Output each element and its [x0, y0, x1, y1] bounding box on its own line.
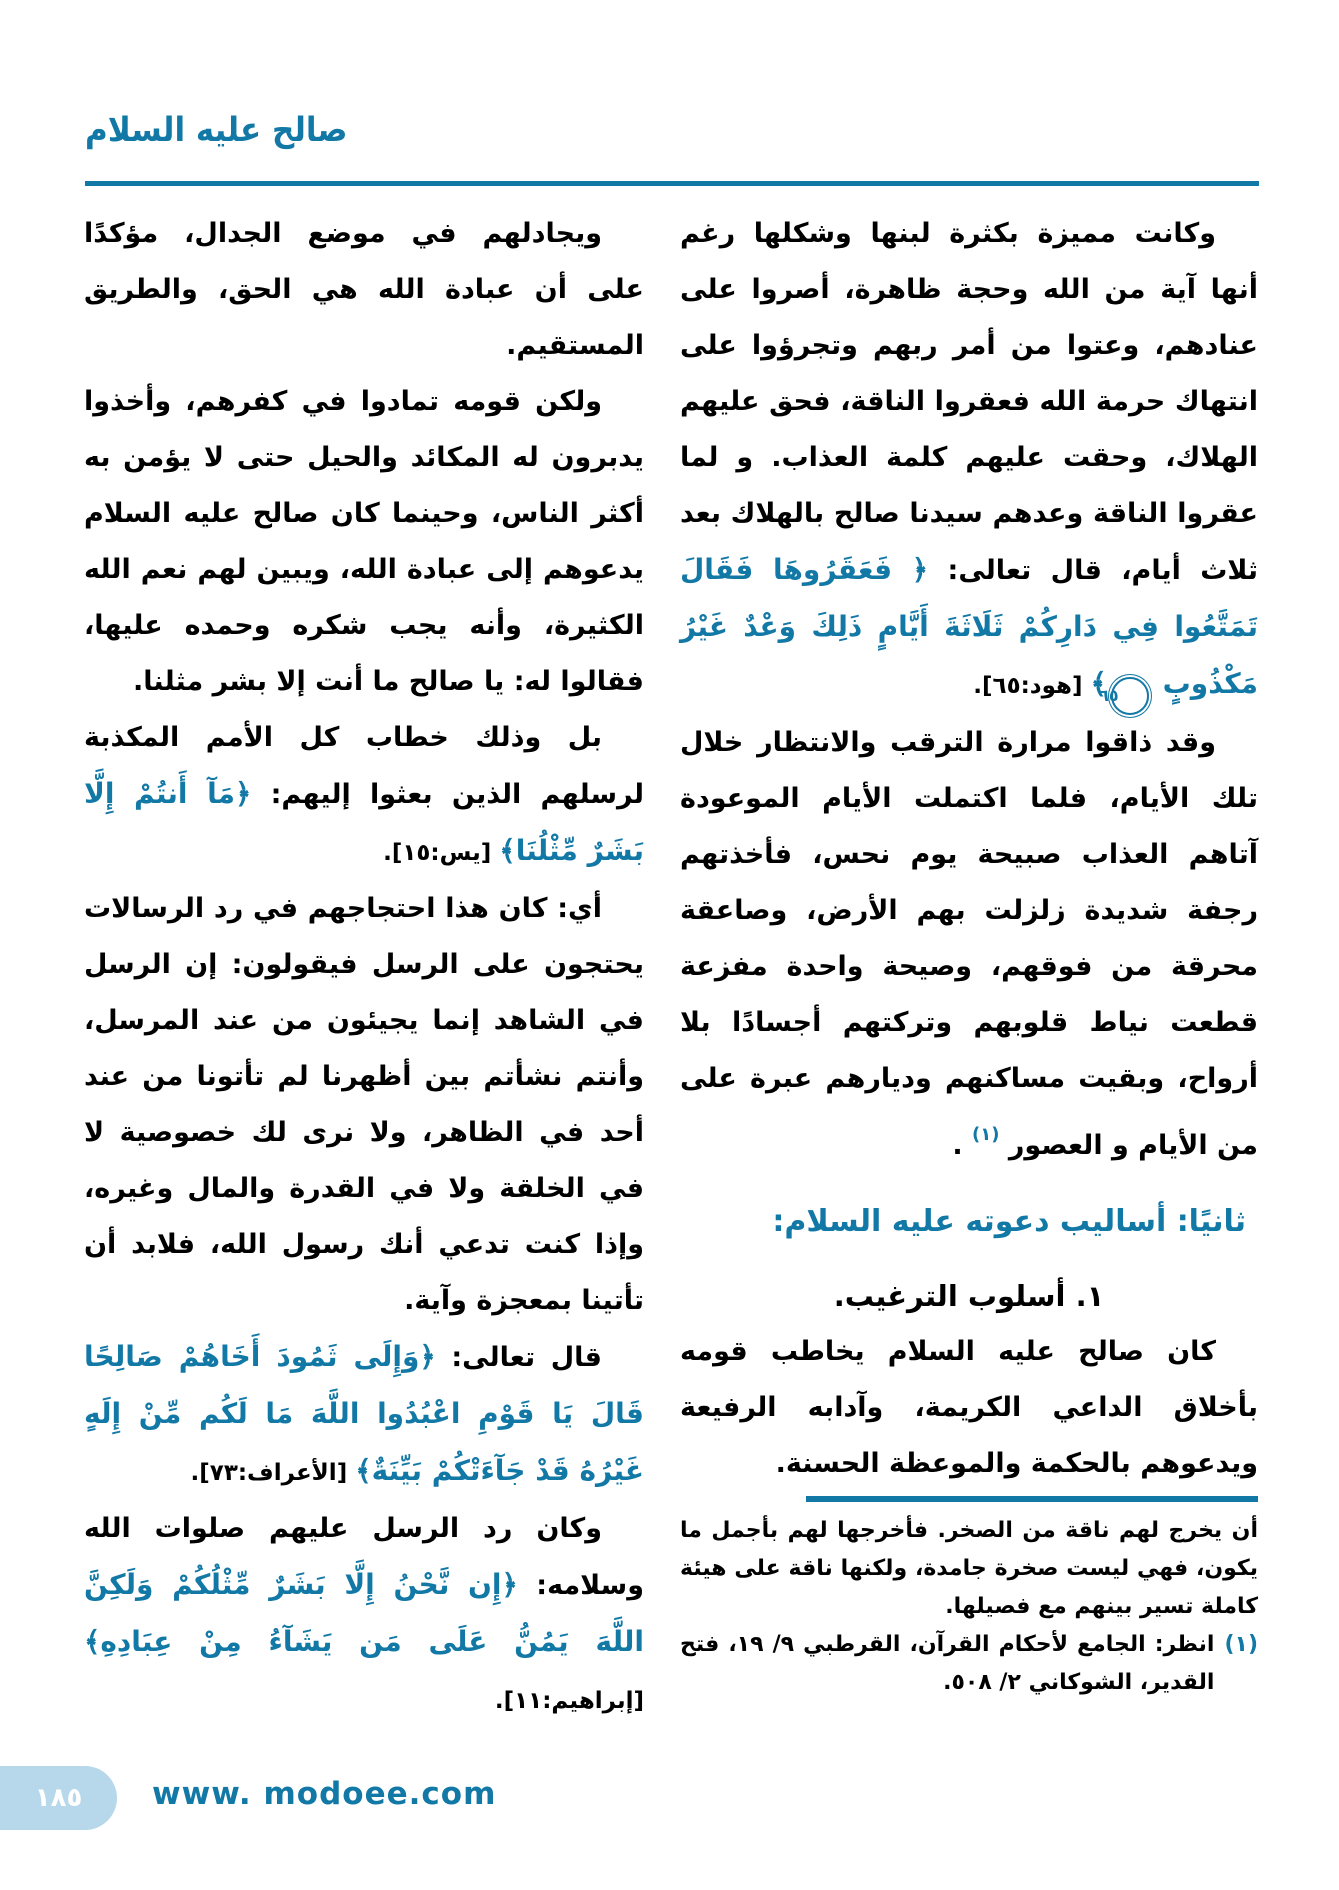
footnote-text: انظر: الجامع لأحكام القرآن، القرطبي ٩/ ١٩، فتح القدير، الشوكاني ٢/ ٥٠٨. [680, 1632, 1215, 1695]
footnote-block [680, 1512, 1258, 1702]
column-right [680, 206, 1258, 1729]
paragraph [84, 1329, 644, 1501]
body-text: وكانت مميزة بكثرة لبنها وشكلها رغم أنها آية من الله وحجة ظاهرة، أصروا على عنادهم، وعتوا من أمر ربهم وتجرؤوا على انتهاك حرمة الله فعقروا الناقة، فحق عليهم الهلاك، وحقت عليهم كلمة العذاب. و لما عقروا الناقة وعدهم سيدنا صالح بالهلاك بعد ثلاث أيام، قال تعالى: [680, 218, 1258, 586]
section-heading: ثانيًا: أساليب دعوته عليه السلام: [772, 1204, 1246, 1239]
verse-reference: [يس:١٥]. [383, 840, 500, 866]
footnote-item [680, 1626, 1258, 1702]
body-text: وقد ذاقوا مرارة الترقب والانتظار خلال تلك الأيام، فلما اكتملت الأيام الموعودة آتاهم العذاب صبيحة يوم نحس، فأخذتهم رجفة شديدة زلزلت بهم الأرض، وصاعقة محرقة من فوقهم، وصيحة واحدة مفزعة قطعت نياط قلوبهم وتركتهم أجسادًا بلا أرواح، وبقيت مساكنهم وديارهم عبرة على من الأيام و العصور [680, 727, 1258, 1161]
footnote-number: (١) [1224, 1632, 1258, 1657]
quran-close-bracket-icon: ﴾ [1090, 667, 1107, 700]
paragraph: ولكن قومه تمادوا في كفرهم، وأخذوا يدبرون له المكائد والحيل حتى لا يؤمن به أكثر الناس، وحينما كان صالح عليه السلام يدعوهم إلى عبادة الله، ويبين لهم نعم الله الكثيرة، وأنه يجب شكره وحمده عليها، فقالوا له: يا صالح ما أنت إلا بشر مثلنا. [84, 386, 644, 697]
paragraph [84, 1501, 644, 1729]
verse-number-medallion: ٦٥ [1111, 677, 1149, 715]
body-text: . [952, 1130, 972, 1161]
paragraph: كان صالح عليه السلام يخاطب قومه بأخلاق الداعي الكريمة، وآدابه الرفيعة ويدعوهم بالحكمة والموعظة الحسنة. [680, 1336, 1258, 1479]
quran-verse: ﴿وَإِلَى ثَمُودَ أَخَاهُمْ صَالِحًا قَالَ يَا قَوْمِ اعْبُدُوا اللَّهَ مَا لَكُم مِّنْ إِلَهٍ غَيْرُهُ قَدْ جَآءَتْكُمْ بَيِّنَةٌ﴾ [84, 1340, 644, 1487]
page-body [84, 206, 1258, 1729]
quran-verse: ﴿ فَعَقَرُوهَا فَقَالَ تَمَتَّعُوا فِي دَارِكُمْ ثَلَاثَةَ أَيَّامٍ ذَلِكَ وَعْدٌ غَيْرُ مَكْذُوبٍ [680, 553, 1258, 700]
paragraph: أي: كان هذا احتجاجهم في رد الرسالات يحتجون على الرسل فيقولون: إن الرسل في الشاهد إنما يجيئون من عند المرسل، وأنتم نشأتم بين أظهرنا لم تأتونا من عند أحد في الظاهر، ولا نرى لك خصوصية لا في الخلقة ولا في القدرة والمال وغيره، وإذا كنت تدعي أنك رسول الله، فلابد أن تأتينا بمعجزة وآية. [84, 893, 644, 1316]
body-text: بل وذلك خطاب كل الأمم المكذبة لرسلهم الذين بعثوا إليهم: [84, 722, 644, 810]
header-rule [85, 181, 1259, 186]
website-link[interactable]: www. modoee.com [152, 1776, 497, 1812]
quran-verse: ﴿إِن نَّحْنُ إِلَّا بَشَرٌ مِّثْلُكُمْ وَلَكِنَّ اللَّهَ يَمُنُّ عَلَى مَن يَشَآءُ مِنْ عِبَادِهِ﴾ [84, 1568, 644, 1658]
body-text: وكان رد الرسل عليهم صلوات الله وسلامه: [84, 1513, 644, 1601]
paragraph: ويجادلهم في موضع الجدال، مؤكدًا على أن عبادة الله هي الحق، والطريق المستقيم. [84, 218, 644, 361]
quran-verse: ﴿مَآ أَنتُمْ إِلَّا بَشَرٌ مِّثْلُنَا﴾ [84, 777, 644, 867]
verse-reference: [إبراهيم:١١]. [494, 1688, 644, 1714]
paragraph [680, 715, 1258, 1174]
subsection-heading: ١. أسلوب الترغيب. [833, 1279, 1105, 1313]
paragraph [84, 710, 644, 881]
page-number: ١٨٥ [34, 1783, 83, 1813]
page-number-badge [0, 1766, 117, 1830]
verse-reference: [هود:٦٥]. [973, 673, 1091, 699]
verse-reference: [الأعراف:٧٣]. [190, 1460, 356, 1486]
footnote-continuation: أن يخرج لهم ناقة من الصخر. فأخرجها لهم بأجمل ما يكون، فهي ليست صخرة جامدة، ولكنها ناقة على هيئة كاملة تسير بينهم مع فصيلها. [680, 1518, 1258, 1619]
footnote-separator-rule [806, 1496, 1258, 1502]
column-left [84, 206, 644, 1729]
chapter-title: صالح عليه السلام [85, 110, 348, 150]
footnote-reference-marker: (١) [972, 1124, 1000, 1145]
body-text: قال تعالى: [435, 1342, 602, 1373]
paragraph [680, 206, 1258, 715]
